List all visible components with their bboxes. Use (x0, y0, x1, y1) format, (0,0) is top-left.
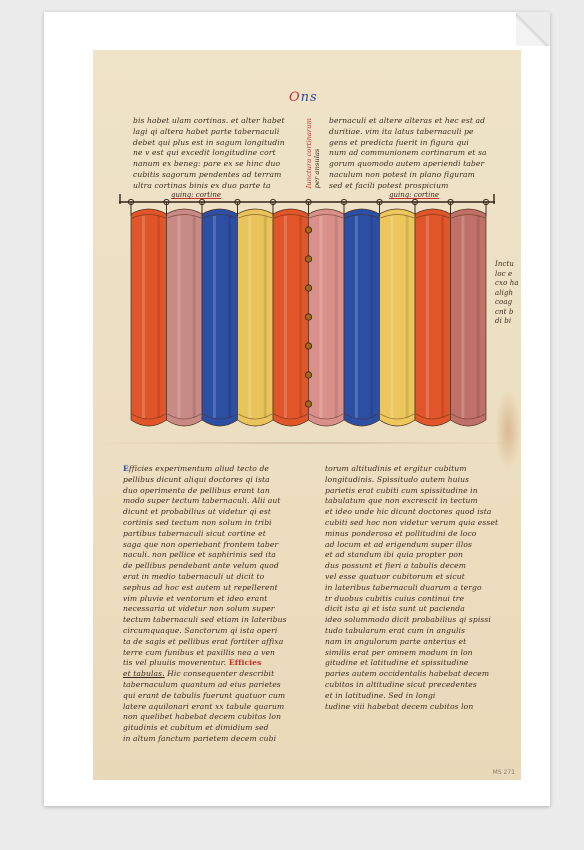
text-line (123, 594, 287, 605)
curtain-panel (380, 209, 416, 426)
line-text: non quelibet habebat decem cubitos lon (123, 712, 282, 722)
text-line (123, 712, 287, 723)
text-line (123, 626, 287, 637)
text-line: ad locum et ad erigendum super illos (325, 539, 473, 549)
line-text: sephus ad hoc est autem ut repellerent (123, 582, 278, 592)
line-text: in altum fanctum parietem decem cubi (123, 733, 277, 743)
margin-line: cnt b (495, 307, 514, 316)
text-line (123, 658, 287, 669)
curtain-clasp-knob (305, 227, 311, 233)
text-line: dicit ista qi et ista sunt ut pacienda (325, 604, 465, 614)
text-line: in lateribus tabernaculi duarum a tergo (325, 582, 482, 592)
text-line (123, 583, 287, 594)
line-text: gitudinis et cubitum et dimidium sed (123, 723, 269, 733)
text-line: ne v est qui excedit longitudine cort (133, 148, 276, 158)
curtain-clasp-knob (305, 285, 311, 291)
text-line (123, 691, 287, 702)
text-line (123, 464, 287, 475)
text-line: nanum ex beneg: pare ex se hinc duo (133, 159, 281, 169)
line-text: ta de sagis et pellibus erat fortiter affixa (123, 636, 284, 646)
curtain-illustration (119, 188, 499, 438)
running-head-text: ns (300, 90, 318, 105)
line-text: saga que non operiebant frontem taber (123, 539, 279, 549)
margin-line: loc e (495, 269, 513, 278)
text-column-bottom-left (123, 464, 287, 745)
text-line (123, 680, 287, 691)
text-line: tabulatum que non excrescit in tectum (325, 496, 478, 506)
text-line (123, 604, 287, 615)
line-text: vim pluvie et ventorum et ideo erant (123, 593, 268, 603)
manuscript-folio (93, 50, 521, 780)
text-column-top-right (329, 116, 487, 192)
rubric-top-left: quinq: cortine (171, 191, 221, 199)
page-curl-shadow (516, 12, 550, 46)
text-line: longitudinis. Spissitudo autem huius (325, 474, 470, 484)
text-line (123, 723, 287, 734)
line-text-after: Hic consequenter describit (164, 669, 275, 679)
line-text: latere aquilonari erant xx tabule quarum (123, 701, 285, 711)
line-text: pellibus dicunt aliqui doctores qi ista (123, 474, 270, 484)
line-text: necessaria ut videtur non solum super (123, 604, 275, 614)
decorated-initial: E (123, 464, 129, 473)
line-text: circumquaque. Sanctorum qi ista operi (123, 625, 278, 635)
line-text: de pellibus pendebant ante velum quod (123, 561, 279, 571)
curtain-panel (344, 209, 380, 426)
text-line (123, 529, 287, 540)
text-line: gens et predicta fuerit in figura qui (329, 137, 469, 147)
text-line: duritiae. vim ita latus tabernaculi pe (329, 126, 474, 136)
running-head (289, 90, 318, 105)
text-line: cubitis sagorum pendentes ad terram (133, 169, 282, 179)
text-line (123, 734, 287, 745)
line-text: cortinis sed tectum non solum in tribi (123, 517, 272, 527)
text-line: lagi qi altera habet parte tabernaculi (133, 126, 280, 136)
text-line: tudine viii habebat decem cubitos lon (325, 701, 474, 711)
margin-line: cxo ha (495, 279, 519, 287)
text-line (123, 507, 287, 518)
text-line (123, 572, 287, 583)
curtain-panel (451, 209, 487, 426)
line-text: dicunt et probabilius ut videtur qi est (123, 507, 272, 517)
curtain-panel (309, 209, 345, 426)
line-text: duo operimenta de pellibus erant tan (123, 485, 270, 495)
text-line: naculum non potest in plano figuram (329, 169, 475, 179)
text-column-bottom-right (325, 464, 498, 712)
line-text: erat in medio tabernaculi ut dicit to (123, 571, 265, 581)
curtain-clasp-knob (305, 256, 311, 262)
curtain-panel (131, 209, 167, 426)
fold-line (93, 442, 521, 444)
text-line (123, 550, 287, 561)
vertical-rubric-line-1: Iunctura cortinarum (305, 118, 313, 189)
text-line: bernaculi et altere alteras et hec est ad (329, 116, 486, 125)
print-frame (44, 12, 550, 806)
text-line (123, 669, 287, 680)
curtain-panel (202, 209, 238, 426)
running-head-initial: O (289, 90, 301, 105)
margin-line: aligh (495, 288, 514, 297)
vertical-rubric-line-2: per ansulas (313, 148, 321, 189)
text-line (123, 561, 287, 572)
text-line: ultra cortinas binis ex duo parte ta (133, 180, 271, 190)
line-text: terre cum funibus et paxillis nea a ven (123, 647, 276, 657)
line-text: et tabulas. (123, 669, 165, 679)
text-line: torum altitudinis et ergitur cubitum (325, 464, 467, 473)
shelfmark: MS 271 (492, 769, 515, 776)
text-line (123, 637, 287, 648)
line-text: tabernaculum quantum ad eius parietes (123, 679, 281, 689)
curtain-clasp-knob (305, 401, 311, 407)
text-line: gitudine et latitudine et spissitudine (325, 658, 469, 668)
text-line: sed et facili potest prospicium (329, 180, 449, 190)
text-line: bis habet ulam cortinas. et alter habet (133, 116, 285, 125)
text-line (123, 486, 287, 497)
line-text: tis vel pluuiis moverentur. (123, 658, 227, 668)
rubric-top-right: quinq: cortine (389, 191, 439, 199)
text-line (123, 518, 287, 529)
text-line (123, 540, 287, 551)
margin-line: coag (495, 298, 513, 306)
text-column-top-left (133, 116, 285, 192)
margin-line: Inctu (495, 260, 515, 268)
text-line: et ideo unde hic dicunt doctores quod ista (325, 507, 492, 517)
text-line: nam in angulorum parte anterius et (325, 636, 467, 646)
text-line (123, 702, 287, 713)
curtain-clasp-knob (305, 343, 311, 349)
text-line: debet qui plus est in sagum longitudin (133, 137, 285, 147)
text-line: et in latitudine. Sed in longi (325, 690, 436, 700)
text-line: tr duobus cubitis cuius continui tre (325, 593, 465, 603)
line-text: naculi. non pellice et saphirinis sed ita (123, 550, 276, 560)
curtain-panel (273, 209, 309, 426)
curtain-clasp-knob (305, 314, 311, 320)
curtain-clasp-knob (305, 372, 311, 378)
text-line: ideo solummodo dicit probabilius qi spissi (325, 615, 491, 625)
text-line (123, 615, 287, 626)
text-line: cubiti sed hoc non videtur verum quia esset (325, 517, 499, 527)
text-line: tudo tabularum erat cum in angulis (325, 625, 466, 635)
text-line: gorum quomodo autem aperiendi taber (329, 159, 485, 169)
text-line: minus ponderosa et pollitudini de loco (325, 528, 477, 538)
text-line: et ad standum ibi quia propter pon (325, 550, 463, 560)
line-text: fficies experimentum aliud tecto de (128, 464, 269, 473)
vertical-rubric (305, 118, 321, 188)
text-line: cubitos in altitudine sicut precedentes (325, 679, 477, 689)
text-line (123, 648, 287, 659)
text-line: dus possunt et fieri a tabulis decem (325, 561, 467, 571)
line-text: partibus tabernaculi sicut cortine et (123, 528, 266, 538)
text-line: paries autem occidentalis habebat decem (325, 669, 490, 679)
text-line: similis erat per omnem modum in lon (325, 647, 473, 657)
line-text: tectum tabernaculi sed etiam in lateribus (123, 615, 287, 625)
margin-line: di bi (495, 317, 512, 325)
text-line: num ad communionem cortinarum et sa (329, 148, 487, 158)
rubric-marker: Efficies (226, 658, 262, 668)
curtain-panel (415, 209, 451, 426)
line-text: qui erant de tabulis fuerunt quatuor cum (123, 690, 286, 700)
line-text: modo super tectum tabernaculi. Alii aut (123, 496, 281, 506)
text-line: vel esse quatuor cubitorum et sicut (325, 571, 465, 581)
text-line (123, 475, 287, 486)
text-line: parietis erat cubiti cum spissitudine in (325, 485, 478, 495)
text-line (123, 496, 287, 507)
curtain-panel (167, 209, 203, 426)
margin-note (495, 260, 535, 327)
curtain-panel (238, 209, 274, 426)
